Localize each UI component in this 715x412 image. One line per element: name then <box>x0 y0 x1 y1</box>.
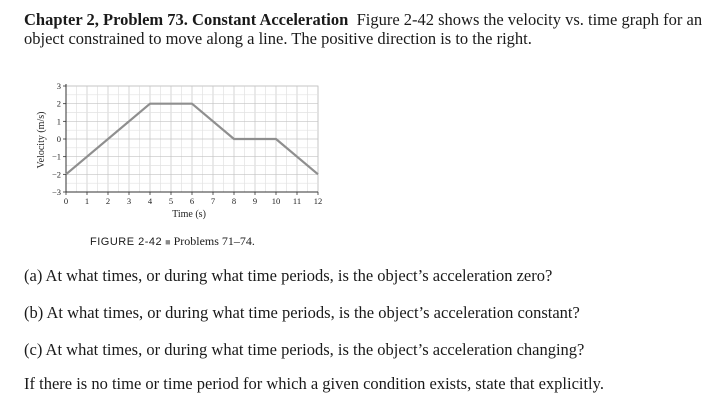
caption-separator: ■ <box>165 237 171 247</box>
y-tick-label: −3 <box>51 187 61 197</box>
figure-caption <box>90 234 255 249</box>
problem-description: Figure 2-42 shows the velocity vs. time graph for an object constrained to move along a line. The positive direction is to the right. <box>24 10 703 48</box>
x-tick-label: 1 <box>84 196 90 206</box>
instruction-note: If there is no time or time period for which a given condition exists, state that explicitly. <box>24 374 604 393</box>
x-tick-label: 11 <box>292 196 302 206</box>
y-tick-label: −1 <box>51 151 61 162</box>
problem-statement <box>24 10 704 48</box>
x-tick-label: 7 <box>210 196 216 206</box>
question-b: (b) At what times, or during what time periods, is the object’s acceleration constant? <box>24 303 580 322</box>
x-tick-label: 5 <box>168 196 174 206</box>
x-tick-label: 6 <box>189 196 195 206</box>
velocity-time-chart <box>0 72 360 232</box>
question-a: (a) At what times, or during what time periods, is the object’s acceleration zero? <box>24 266 553 285</box>
x-axis-label: Time (s) <box>172 209 206 220</box>
x-tick-label: 8 <box>231 196 237 206</box>
question-c: (c) At what times, or during what time periods, is the object’s acceleration changing? <box>24 340 585 359</box>
figure-caption-label: FIGURE 2-42 <box>90 236 163 248</box>
x-tick-label: 9 <box>252 196 258 206</box>
y-tick-label: 0 <box>56 134 61 144</box>
x-tick-label: 0 <box>63 196 69 206</box>
x-tick-label: 12 <box>313 196 323 206</box>
y-tick-label: 3 <box>56 81 61 91</box>
figure-caption-text: Problems 71–74. <box>173 234 255 248</box>
y-tick-label: 2 <box>56 98 61 109</box>
x-tick-label: 10 <box>271 196 281 206</box>
problem-title: Chapter 2, Problem 73. Constant Acceleration <box>24 10 349 29</box>
x-tick-label: 2 <box>105 196 111 206</box>
x-tick-label: 3 <box>126 196 132 206</box>
y-tick-label: 1 <box>56 116 61 127</box>
y-tick-label: −2 <box>51 169 61 180</box>
x-tick-label: 4 <box>147 196 153 206</box>
y-axis-label: Velocity (m/s) <box>36 111 47 169</box>
